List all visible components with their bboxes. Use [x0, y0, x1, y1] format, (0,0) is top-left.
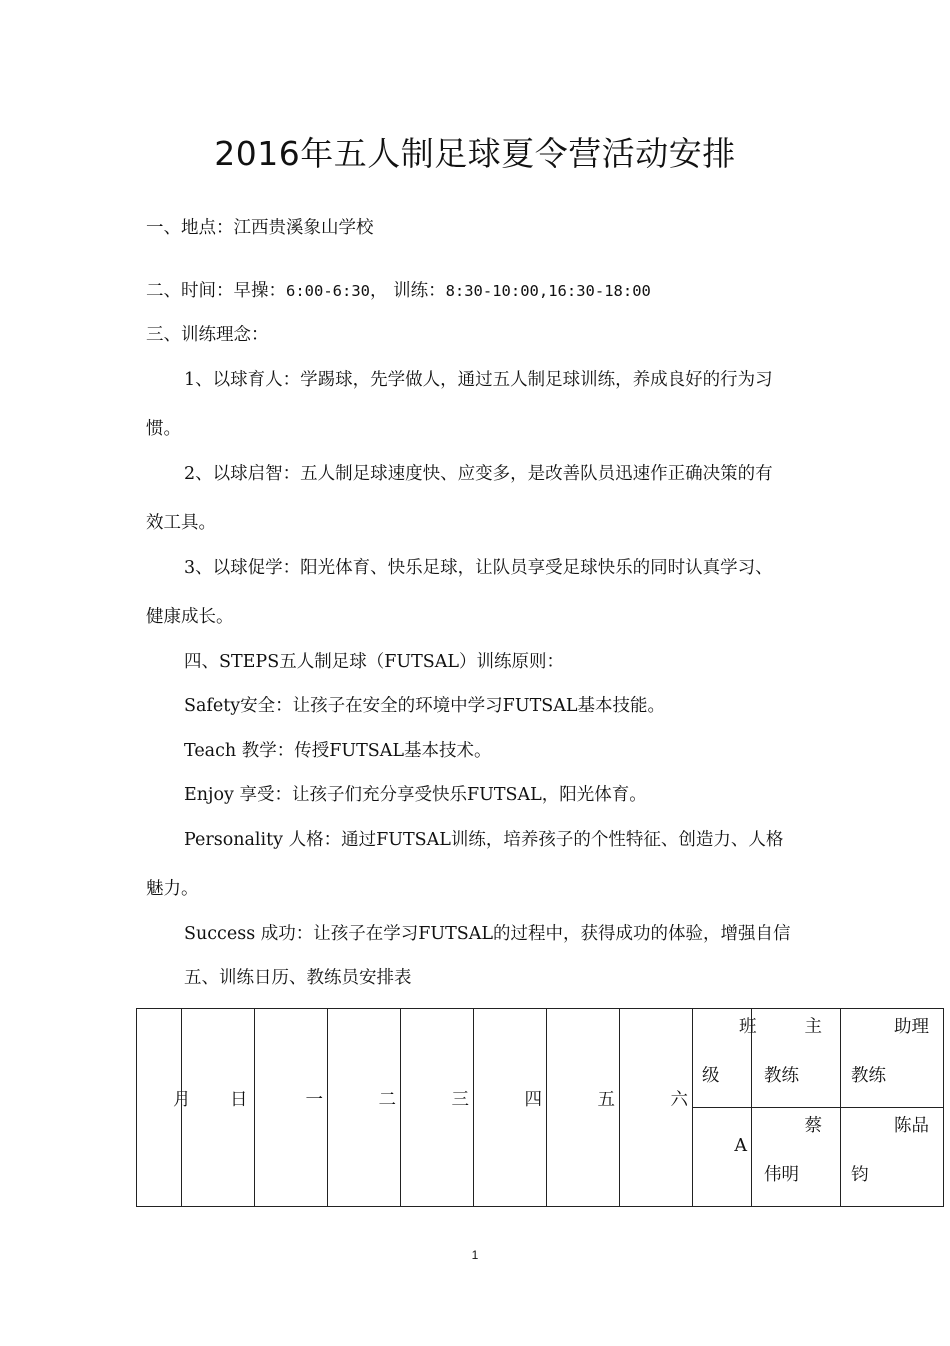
weekday-cell — [255, 1009, 328, 1207]
day-cell — [182, 1009, 255, 1207]
page-title: 2016年五人制足球夏令营活动安排 — [214, 134, 736, 173]
principle-safety: Safety安全：让孩子在安全的环境中学习FUTSAL基本技能。 — [184, 696, 665, 716]
head-coach-header-cell — [752, 1009, 841, 1108]
weekday-label: 五 — [597, 1089, 615, 1110]
weekday-label: 一 — [305, 1089, 323, 1110]
principles-heading: 四、STEPS五人制足球（FUTSAL）训练原则： — [184, 652, 565, 672]
time-sep: ， 训练： — [370, 281, 446, 301]
philosophy-p2-line1: 2、以球启智：五人制足球速度快、应变多，是改善队员迅速作正确决策的有 — [184, 464, 773, 484]
time-line — [146, 279, 651, 303]
principle-personality-line2: 魅力。 — [146, 879, 199, 899]
principle-teach: Teach 教学：传授FUTSAL基本技术。 — [184, 741, 492, 761]
principle-success: Success 成功：让孩子在学习FUTSAL的过程中，获得成功的体验，增强自信 — [184, 924, 791, 944]
philosophy-heading: 三、训练理念： — [146, 325, 269, 345]
weekday-label: 四 — [524, 1089, 542, 1110]
month-cell — [137, 1009, 191, 1207]
location-line: 一、地点：江西贵溪象山学校 — [146, 218, 374, 238]
head-coach-cell — [752, 1108, 841, 1207]
schedule-table — [136, 1008, 944, 1207]
morning-time: 6:00-6:30 — [286, 282, 370, 300]
head-coach-bottom: 伟明 — [764, 1165, 799, 1185]
principle-enjoy: Enjoy 享受：让孩子们充分享受快乐FUTSAL，阳光体育。 — [184, 785, 647, 805]
weekday-label: 六 — [670, 1089, 688, 1110]
class-header-cell — [693, 1009, 757, 1108]
training-time: 8:30-10:00,16:30-18:00 — [445, 282, 651, 300]
assistant-header-cell — [841, 1009, 944, 1108]
time-label: 二、时间：早操： — [146, 281, 286, 301]
weekday-cell — [328, 1009, 401, 1207]
schedule-heading: 五、训练日历、教练员安排表 — [184, 968, 412, 988]
class-header-bottom: 级 — [702, 1066, 720, 1086]
weekday-label: 三 — [451, 1089, 469, 1110]
weekday-cell — [474, 1009, 547, 1207]
philosophy-p1-line2: 惯。 — [146, 419, 181, 439]
weekday-cell — [401, 1009, 474, 1207]
philosophy-p1-line1: 1、以球育人：学踢球，先学做人，通过五人制足球训练，养成良好的行为习 — [184, 370, 773, 390]
philosophy-p3-line2: 健康成长。 — [146, 607, 234, 627]
day-label: 日 — [230, 1089, 248, 1110]
head-coach-top: 蔡 — [804, 1116, 822, 1136]
class-header-top: 班 — [739, 1017, 757, 1037]
page-number: 1 — [471, 1248, 479, 1262]
weekday-label: 二 — [378, 1089, 396, 1110]
principle-personality-line1: Personality 人格：通过FUTSAL训练，培养孩子的个性特征、创造力、人格 — [184, 830, 784, 850]
philosophy-p3-line1: 3、以球促学：阳光体育、快乐足球，让队员享受足球快乐的同时认真学习、 — [184, 558, 773, 578]
month-label: 月 — [173, 1089, 191, 1110]
assistant-header-bottom: 教练 — [851, 1066, 886, 1086]
weekday-cell — [620, 1009, 693, 1207]
philosophy-p2-line2: 效工具。 — [146, 513, 216, 533]
assistant-cell — [841, 1108, 944, 1207]
assistant-bottom: 钧 — [851, 1165, 869, 1185]
head-coach-header-bottom: 教练 — [764, 1066, 799, 1086]
head-coach-header-top: 主 — [804, 1017, 822, 1037]
class-cell — [693, 1108, 752, 1207]
weekday-cell — [547, 1009, 620, 1207]
assistant-header-top: 助理 — [894, 1017, 929, 1037]
class-value: A — [734, 1136, 747, 1156]
assistant-top: 陈品 — [894, 1116, 929, 1136]
